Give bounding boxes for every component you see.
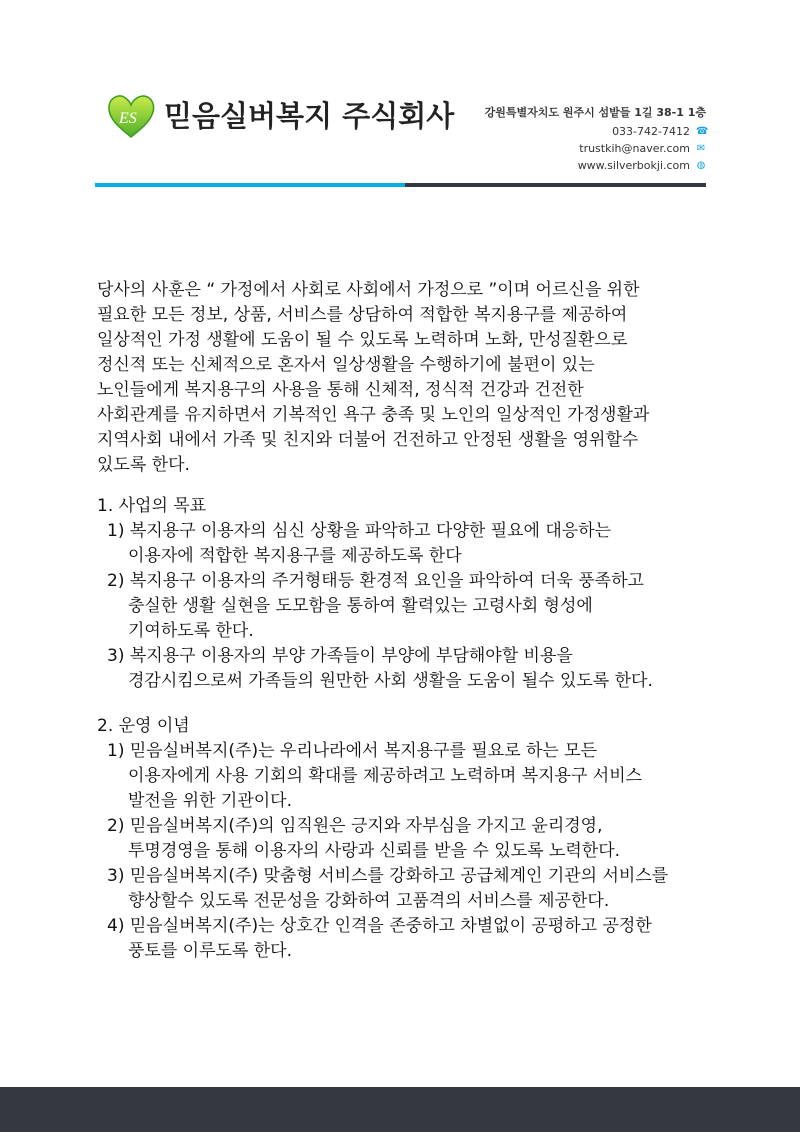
list-item: 4) 믿음실버복지(주)는 상호간 인격을 존중하고 차별없이 공평하고 공정한 bbox=[107, 916, 652, 936]
text-line: 사회관계를 유지하면서 기복적인 욕구 충족 및 노인의 일상적인 가정생활과 bbox=[97, 405, 650, 425]
mail-icon: ✉ bbox=[696, 142, 706, 154]
text-line: 정신적 또는 신체적으로 혼자서 일상생활을 수행하기에 불편이 있는 bbox=[97, 355, 595, 375]
list-item-continuation: 투명경영을 통해 이용자의 사랑과 신뢰를 받을 수 있도록 노력한다. bbox=[128, 841, 621, 861]
header-divider-blue bbox=[95, 183, 405, 187]
text-line: 필요한 모든 정보, 상품, 서비스를 상담하여 적합한 복지용구를 제공하여 bbox=[97, 305, 628, 325]
phone-icon: ☎ bbox=[696, 125, 709, 137]
svg-text:ES: ES bbox=[119, 110, 137, 127]
text-line: 노인들에게 복지용구의 사용을 통해 신체적, 정식적 건강과 건전한 bbox=[97, 380, 584, 400]
section-title: 1. 사업의 목표 bbox=[97, 496, 207, 516]
footer-band bbox=[0, 1087, 800, 1132]
document-body bbox=[97, 278, 717, 964]
globe-icon: ◍ bbox=[696, 159, 706, 171]
text-line: 있도록 한다. bbox=[97, 455, 190, 475]
phone: 033-742-7412 bbox=[612, 125, 690, 138]
email[interactable]: trustkih@naver.com bbox=[579, 142, 690, 155]
list-item: 1) 복지용구 이용자의 심신 상황을 파악하고 다양한 필요에 대응하는 bbox=[107, 521, 612, 541]
list-item-continuation: 기여하도록 한다. bbox=[128, 621, 254, 641]
company-logo bbox=[106, 93, 156, 139]
company-name: 믿음실버복지 주식회사 bbox=[164, 99, 455, 133]
text-line: 당사의 사훈은 “ 가정에서 사회로 사회에서 가정으로 ”이며 어르신을 위한 bbox=[97, 280, 640, 300]
list-item-continuation: 충실한 생활 실현을 도모함을 통하여 활력있는 고령사회 형성에 bbox=[128, 596, 593, 616]
list-item-continuation: 이용자에 적합한 복지용구를 제공하도록 한다 bbox=[128, 546, 462, 566]
address: 강원특별자치도 원주시 섬밭들 1길 38-1 1층 bbox=[484, 106, 706, 119]
list-item-continuation: 경감시킴으로써 가족들의 원만한 사회 생활을 도움이 될수 있도록 한다. bbox=[128, 671, 653, 691]
section-operating-philosophy bbox=[97, 714, 717, 964]
list-item-continuation: 이용자에게 사용 기회의 확대를 제공하려고 노력하며 복지용구 서비스 bbox=[128, 766, 643, 786]
text-line: 일상적인 가정 생활에 도움이 될 수 있도록 노력하며 노화, 만성질환으로 bbox=[97, 330, 628, 350]
list-item-continuation: 발전을 위한 기관이다. bbox=[128, 791, 293, 811]
section-business-goals bbox=[97, 494, 717, 694]
list-item: 3) 복지용구 이용자의 부양 가족들이 부양에 부담해야할 비용을 bbox=[107, 646, 573, 666]
list-item: 3) 믿음실버복지(주) 맞춤형 서비스를 강화하고 공급체계인 기관의 서비스를 bbox=[107, 866, 669, 886]
list-item-continuation: 풍토를 이루도록 한다. bbox=[128, 941, 293, 961]
section-title: 2. 운영 이념 bbox=[97, 716, 190, 736]
header-divider-dark bbox=[405, 183, 706, 187]
contact-info bbox=[484, 104, 709, 174]
list-item: 1) 믿음실버복지(주)는 우리나라에서 복지용구를 필요로 하는 모든 bbox=[107, 741, 598, 761]
website[interactable]: www.silverbokji.com bbox=[577, 159, 690, 172]
text-line: 지역사회 내에서 가족 및 친지와 더불어 건전하고 안정된 생활을 영위할수 bbox=[97, 430, 639, 450]
list-item-continuation: 향상할수 있도록 전문성을 강화하여 고품격의 서비스를 제공한다. bbox=[128, 891, 610, 911]
list-item: 2) 믿음실버복지(주)의 임직원은 긍지와 자부심을 가지고 윤리경영, bbox=[107, 816, 603, 836]
intro-paragraph bbox=[97, 278, 717, 478]
list-item: 2) 복지용구 이용자의 주거형태등 환경적 요인을 파악하여 더욱 풍족하고 bbox=[107, 571, 644, 591]
